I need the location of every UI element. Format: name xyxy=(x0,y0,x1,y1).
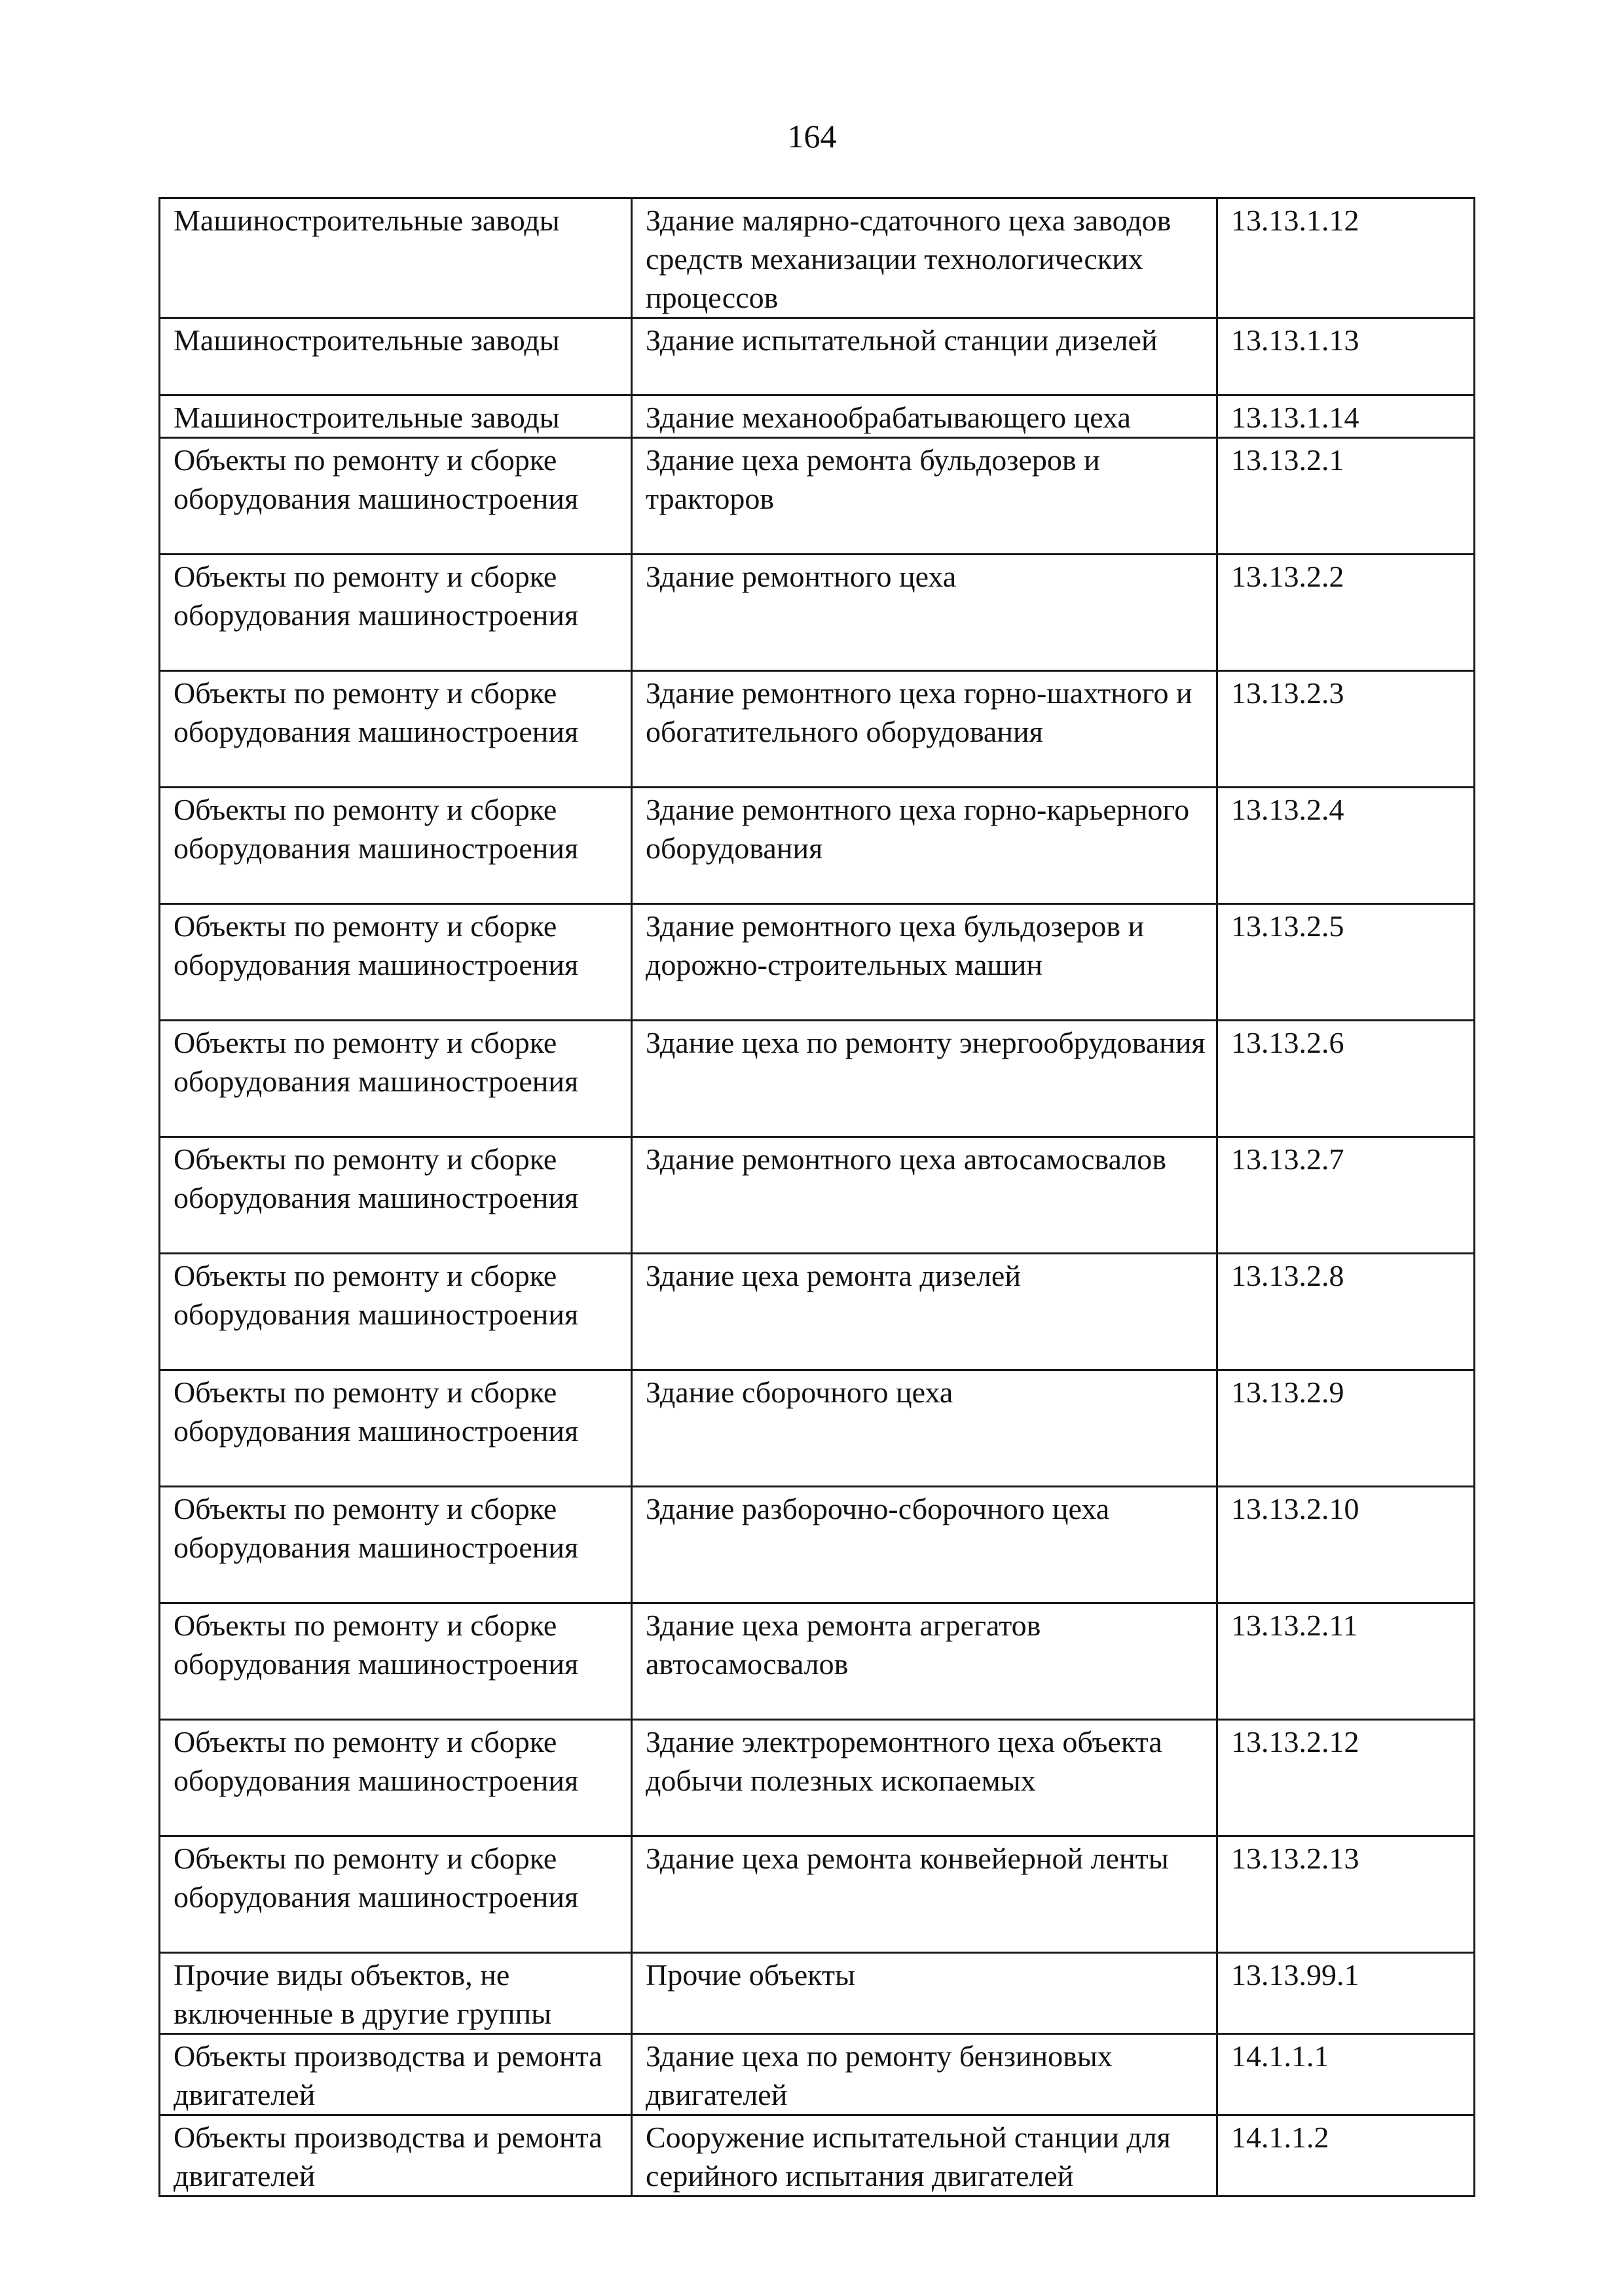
table-row xyxy=(160,318,1475,395)
object-cell: Здание механообрабатывающего цеха xyxy=(632,395,1217,438)
category-cell: Объекты по ремонту и сборке оборудования машиностроения xyxy=(160,671,632,788)
code-cell: 13.13.2.12 xyxy=(1217,1720,1475,1836)
code-cell: 13.13.1.12 xyxy=(1217,198,1475,318)
table-row xyxy=(160,2034,1475,2115)
code-cell: 14.1.1.2 xyxy=(1217,2115,1475,2196)
category-cell: Объекты по ремонту и сборке оборудования машиностроения xyxy=(160,904,632,1021)
code-cell: 13.13.2.7 xyxy=(1217,1137,1475,1254)
table-row xyxy=(160,1021,1475,1137)
object-cell: Сооружение испытательной станции для серийного испытания двигателей xyxy=(632,2115,1217,2196)
table-row xyxy=(160,2115,1475,2196)
category-cell: Объекты по ремонту и сборке оборудования машиностроения xyxy=(160,1487,632,1603)
code-cell: 13.13.2.11 xyxy=(1217,1603,1475,1720)
category-cell: Машиностроительные заводы xyxy=(160,198,632,318)
object-cell: Здание цеха ремонта конвейерной ленты xyxy=(632,1836,1217,1953)
table-row xyxy=(160,1370,1475,1487)
object-cell: Здание сборочного цеха xyxy=(632,1370,1217,1487)
code-cell: 13.13.2.2 xyxy=(1217,555,1475,671)
category-cell: Объекты по ремонту и сборке оборудования машиностроения xyxy=(160,1021,632,1137)
code-cell: 13.13.99.1 xyxy=(1217,1953,1475,2034)
code-cell: 13.13.2.1 xyxy=(1217,438,1475,555)
table-row xyxy=(160,904,1475,1021)
code-cell: 13.13.2.8 xyxy=(1217,1254,1475,1370)
code-cell: 13.13.1.13 xyxy=(1217,318,1475,395)
classification-table xyxy=(158,197,1475,2197)
object-cell: Здание разборочно-сборочного цеха xyxy=(632,1487,1217,1603)
table-row xyxy=(160,1603,1475,1720)
category-cell: Объекты по ремонту и сборке оборудования машиностроения xyxy=(160,1720,632,1836)
table-row xyxy=(160,438,1475,555)
category-cell: Объекты по ремонту и сборке оборудования машиностроения xyxy=(160,555,632,671)
code-cell: 13.13.2.4 xyxy=(1217,788,1475,904)
table-row xyxy=(160,1720,1475,1836)
object-cell: Здание цеха по ремонту бензиновых двигателей xyxy=(632,2034,1217,2115)
code-cell: 14.1.1.1 xyxy=(1217,2034,1475,2115)
category-cell: Объекты производства и ремонта двигателей xyxy=(160,2034,632,2115)
category-cell: Объекты по ремонту и сборке оборудования машиностроения xyxy=(160,1836,632,1953)
table-row xyxy=(160,555,1475,671)
table-row xyxy=(160,1836,1475,1953)
page-number: 164 xyxy=(787,118,837,155)
object-cell: Здание ремонтного цеха автосамосвалов xyxy=(632,1137,1217,1254)
object-cell: Прочие объекты xyxy=(632,1953,1217,2034)
category-cell: Объекты по ремонту и сборке оборудования машиностроения xyxy=(160,1603,632,1720)
object-cell: Здание электроремонтного цеха объекта добычи полезных ископаемых xyxy=(632,1720,1217,1836)
category-cell: Прочие виды объектов, не включенные в другие группы xyxy=(160,1953,632,2034)
object-cell: Здание ремонтного цеха бульдозеров и дорожно-строительных машин xyxy=(632,904,1217,1021)
category-cell: Объекты по ремонту и сборке оборудования машиностроения xyxy=(160,438,632,555)
category-cell: Машиностроительные заводы xyxy=(160,395,632,438)
category-cell: Объекты по ремонту и сборке оборудования машиностроения xyxy=(160,1137,632,1254)
table-row xyxy=(160,1254,1475,1370)
code-cell: 13.13.2.5 xyxy=(1217,904,1475,1021)
table-row xyxy=(160,198,1475,318)
object-cell: Здание ремонтного цеха горно-карьерного оборудования xyxy=(632,788,1217,904)
table-row xyxy=(160,1487,1475,1603)
object-cell: Здание цеха по ремонту энергообрудования xyxy=(632,1021,1217,1137)
code-cell: 13.13.2.6 xyxy=(1217,1021,1475,1137)
table-row xyxy=(160,1953,1475,2034)
category-cell: Машиностроительные заводы xyxy=(160,318,632,395)
code-cell: 13.13.2.13 xyxy=(1217,1836,1475,1953)
category-cell: Объекты по ремонту и сборке оборудования машиностроения xyxy=(160,788,632,904)
object-cell: Здание цеха ремонта бульдозеров и тракторов xyxy=(632,438,1217,555)
table-row xyxy=(160,671,1475,788)
object-cell: Здание цеха ремонта дизелей xyxy=(632,1254,1217,1370)
category-cell: Объекты по ремонту и сборке оборудования машиностроения xyxy=(160,1370,632,1487)
object-cell: Здание испытательной станции дизелей xyxy=(632,318,1217,395)
code-cell: 13.13.2.9 xyxy=(1217,1370,1475,1487)
category-cell: Объекты производства и ремонта двигателей xyxy=(160,2115,632,2196)
code-cell: 13.13.2.3 xyxy=(1217,671,1475,788)
table-row xyxy=(160,788,1475,904)
object-cell: Здание малярно-сдаточного цеха заводов средств механизации технологических процессов xyxy=(632,198,1217,318)
table-row xyxy=(160,395,1475,438)
object-cell: Здание ремонтного цеха xyxy=(632,555,1217,671)
code-cell: 13.13.1.14 xyxy=(1217,395,1475,438)
category-cell: Объекты по ремонту и сборке оборудования машиностроения xyxy=(160,1254,632,1370)
object-cell: Здание цеха ремонта агрегатов автосамосвалов xyxy=(632,1603,1217,1720)
code-cell: 13.13.2.10 xyxy=(1217,1487,1475,1603)
object-cell: Здание ремонтного цеха горно-шахтного и обогатительного оборудования xyxy=(632,671,1217,788)
table-row xyxy=(160,1137,1475,1254)
